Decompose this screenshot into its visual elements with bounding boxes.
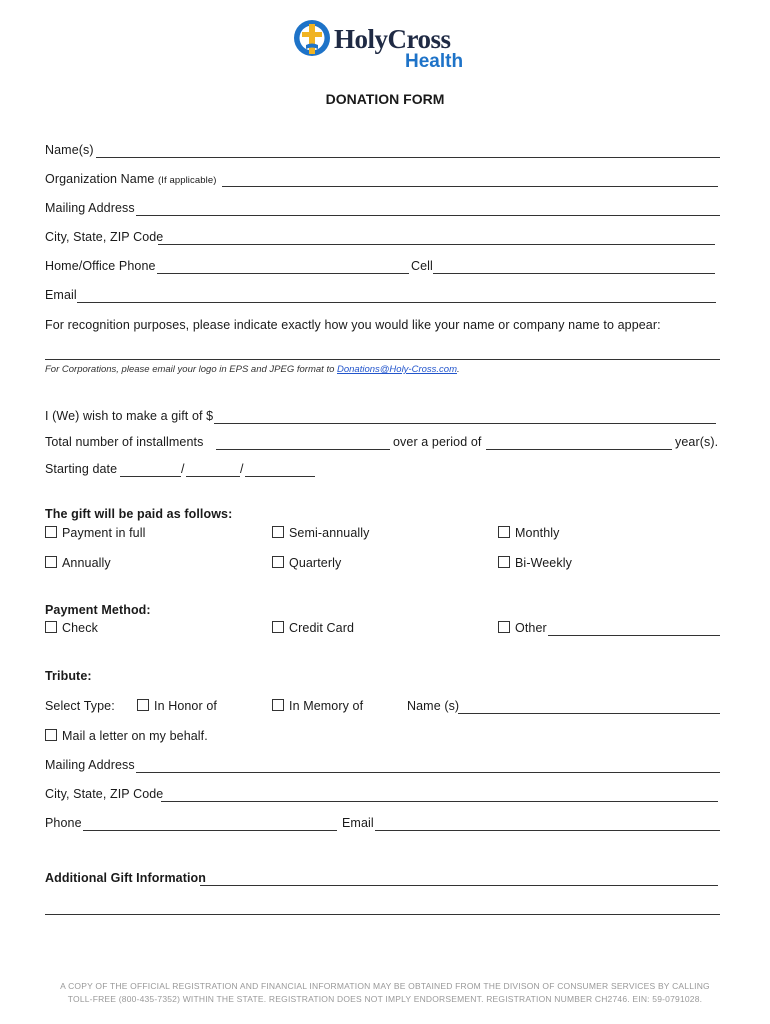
tribute-email-field[interactable] bbox=[375, 830, 720, 831]
tribute-heading: Tribute: bbox=[45, 669, 92, 683]
gift-amount-label: I (We) wish to make a gift of $ bbox=[45, 409, 214, 423]
select-type-label: Select Type: bbox=[45, 699, 115, 713]
date-separator: / bbox=[240, 462, 244, 476]
period-field[interactable] bbox=[486, 449, 672, 450]
option-in-honor[interactable]: In Honor of bbox=[137, 699, 217, 713]
date-separator: / bbox=[181, 462, 185, 476]
years-label: year(s). bbox=[675, 435, 719, 449]
tribute-phone-label: Phone bbox=[45, 816, 82, 830]
recognition-prompt: For recognition purposes, please indicate exactly how you would like your name or company name to appear: bbox=[45, 318, 661, 332]
checkbox[interactable] bbox=[272, 699, 284, 711]
checkbox[interactable] bbox=[45, 526, 57, 538]
home-phone-field[interactable] bbox=[157, 273, 409, 274]
starting-date-label: Starting date bbox=[45, 462, 118, 476]
checkbox[interactable] bbox=[498, 621, 510, 633]
footer-line-2: TOLL-FREE (800-435-7352) WITHIN THE STATE. REGISTRATION DOES NOT IMPLY ENDORSEMENT. REGISTRATION NUMBER CH2746. EIN: 59-0791028. bbox=[67, 994, 703, 1004]
option-credit-card[interactable]: Credit Card bbox=[272, 621, 354, 635]
tribute-email-label: Email bbox=[342, 816, 374, 830]
cell-field[interactable] bbox=[433, 273, 715, 274]
option-mail-letter[interactable]: Mail a letter on my behalf. bbox=[45, 729, 208, 743]
option-annually[interactable]: Annually bbox=[45, 556, 111, 570]
option-payment-in-full[interactable]: Payment in full bbox=[45, 526, 145, 540]
start-month-field[interactable] bbox=[120, 476, 181, 477]
recognition-field[interactable] bbox=[45, 359, 720, 360]
checkbox[interactable] bbox=[45, 556, 57, 568]
option-check[interactable]: Check bbox=[45, 621, 98, 635]
option-quarterly[interactable]: Quarterly bbox=[272, 556, 341, 570]
mailing-address-label: Mailing Address bbox=[45, 201, 135, 215]
option-in-memory[interactable]: In Memory of bbox=[272, 699, 363, 713]
home-phone-label: Home/Office Phone bbox=[45, 259, 156, 273]
additional-info-field[interactable] bbox=[200, 885, 718, 886]
tribute-mailing-address-label: Mailing Address bbox=[45, 758, 135, 772]
names-label: Name(s) bbox=[45, 143, 94, 157]
logo-name-line2: Health bbox=[405, 51, 464, 72]
mailing-address-field[interactable] bbox=[136, 215, 720, 216]
schedule-heading: The gift will be paid as follows: bbox=[45, 507, 233, 521]
gift-amount-field[interactable] bbox=[214, 423, 716, 424]
tribute-phone-field[interactable] bbox=[83, 830, 337, 831]
donations-email-link[interactable]: Donations@Holy-Cross.com bbox=[337, 364, 457, 375]
start-year-field[interactable] bbox=[245, 476, 315, 477]
payment-method-heading: Payment Method: bbox=[45, 603, 151, 617]
email-label: Email bbox=[45, 288, 77, 302]
checkbox[interactable] bbox=[272, 526, 284, 538]
holy-cross-emblem-icon bbox=[292, 18, 332, 60]
logo bbox=[292, 16, 482, 74]
tribute-name-label: Name (s) bbox=[407, 699, 460, 713]
start-day-field[interactable] bbox=[186, 476, 240, 477]
tribute-city-state-zip-label: City, State, ZIP Code bbox=[45, 787, 164, 801]
cell-label: Cell bbox=[411, 259, 433, 273]
tribute-name-field[interactable] bbox=[458, 713, 720, 714]
footer-line-1: A COPY OF THE OFFICIAL REGISTRATION AND FINANCIAL INFORMATION MAY BE OBTAINED FROM THE DIVISON OF CONSUMER SERVICES BY CALLING bbox=[60, 981, 710, 991]
checkbox[interactable] bbox=[272, 621, 284, 633]
installments-label: Total number of installments bbox=[45, 435, 204, 449]
checkbox[interactable] bbox=[498, 556, 510, 568]
email-field[interactable] bbox=[77, 302, 716, 303]
additional-info-field-2[interactable] bbox=[45, 914, 720, 915]
city-state-zip-label: City, State, ZIP Code bbox=[45, 230, 164, 244]
organization-field[interactable] bbox=[222, 186, 718, 187]
installments-field[interactable] bbox=[216, 449, 390, 450]
option-other[interactable]: Other bbox=[498, 621, 547, 635]
names-field[interactable] bbox=[96, 157, 720, 158]
other-payment-field[interactable] bbox=[548, 635, 720, 636]
checkbox[interactable] bbox=[45, 729, 57, 741]
checkbox[interactable] bbox=[137, 699, 149, 711]
tribute-mailing-address-field[interactable] bbox=[136, 772, 720, 773]
checkbox[interactable] bbox=[498, 526, 510, 538]
period-label: over a period of bbox=[393, 435, 482, 449]
tribute-city-state-zip-field[interactable] bbox=[161, 801, 718, 802]
option-semi-annually[interactable]: Semi-annually bbox=[272, 526, 370, 540]
organization-label: Organization Name (If applicable) bbox=[45, 172, 217, 186]
option-monthly[interactable]: Monthly bbox=[498, 526, 559, 540]
option-bi-weekly[interactable]: Bi-Weekly bbox=[498, 556, 572, 570]
logo-note: For Corporations, please email your logo in EPS and JPEG format to Donations@Holy-Cross.com. bbox=[45, 364, 460, 375]
logo-name-line1: HolyCross bbox=[334, 24, 451, 54]
form-title: DONATION FORM bbox=[325, 91, 445, 107]
checkbox[interactable] bbox=[272, 556, 284, 568]
organization-hint: (If applicable) bbox=[157, 175, 217, 186]
city-state-zip-field[interactable] bbox=[158, 244, 715, 245]
additional-info-heading: Additional Gift Information bbox=[45, 871, 207, 885]
checkbox[interactable] bbox=[45, 621, 57, 633]
